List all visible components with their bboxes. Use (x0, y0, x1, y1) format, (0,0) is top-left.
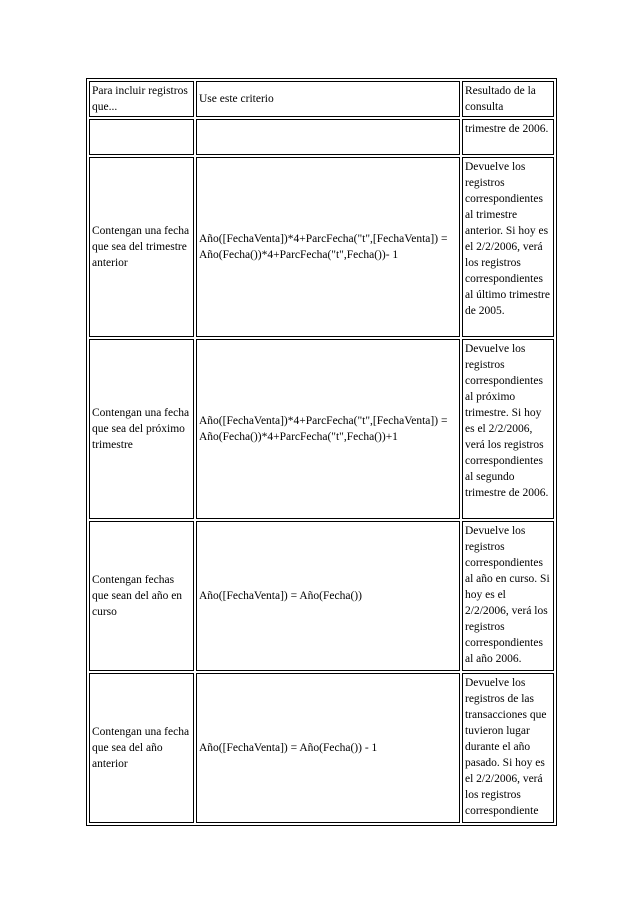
cell-criteria: Año([FechaVenta]) = Año(Fecha()) - 1 (196, 673, 460, 823)
header-criteria: Use este criterio (196, 81, 460, 117)
cell-result: trimestre de 2006. (462, 119, 554, 155)
cell-result: Devuelve los registros correspondientes al trimestre anterior. Si hoy es el 2/2/2006, verá los registros correspondientes al último trimestre de 2005. (462, 157, 554, 337)
cell-result: Devuelve los registros de las transacciones que tuvieron lugar durante el año pasado. Si hoy es el 2/2/2006, verá los registros correspondiente (462, 673, 554, 823)
cell-include: Contengan una fecha que sea del trimestre anterior (89, 157, 194, 337)
cell-criteria: Año([FechaVenta])*4+ParcFecha("t",[FechaVenta]) = Año(Fecha())*4+ParcFecha("t",Fecha())+1 (196, 339, 460, 519)
header-include: Para incluir registros que... (89, 81, 194, 117)
cell-include (89, 119, 194, 155)
table-row (89, 157, 554, 337)
cell-include: Contengan una fecha que sea del año anterior (89, 673, 194, 823)
cell-result: Devuelve los registros correspondientes al próximo trimestre. Si hoy es el 2/2/2006, verá los registros correspondientes al segundo trimestre de 2006. (462, 339, 554, 519)
table-row (89, 521, 554, 671)
table-row (89, 119, 554, 155)
cell-criteria: Año([FechaVenta])*4+ParcFecha("t",[FechaVenta]) = Año(Fecha())*4+ParcFecha("t",Fecha())- 1 (196, 157, 460, 337)
cell-result: Devuelve los registros correspondientes al año en curso. Si hoy es el 2/2/2006, verá los registros correspondientes al año 2006. (462, 521, 554, 671)
cell-criteria (196, 119, 460, 155)
cell-include: Contengan fechas que sean del año en curso (89, 521, 194, 671)
table-row (89, 339, 554, 519)
table-header-row (89, 81, 554, 117)
cell-include: Contengan una fecha que sea del próximo trimestre (89, 339, 194, 519)
table-row (89, 673, 554, 823)
criteria-table (86, 78, 557, 826)
header-result: Resultado de la consulta (462, 81, 554, 117)
cell-criteria: Año([FechaVenta]) = Año(Fecha()) (196, 521, 460, 671)
